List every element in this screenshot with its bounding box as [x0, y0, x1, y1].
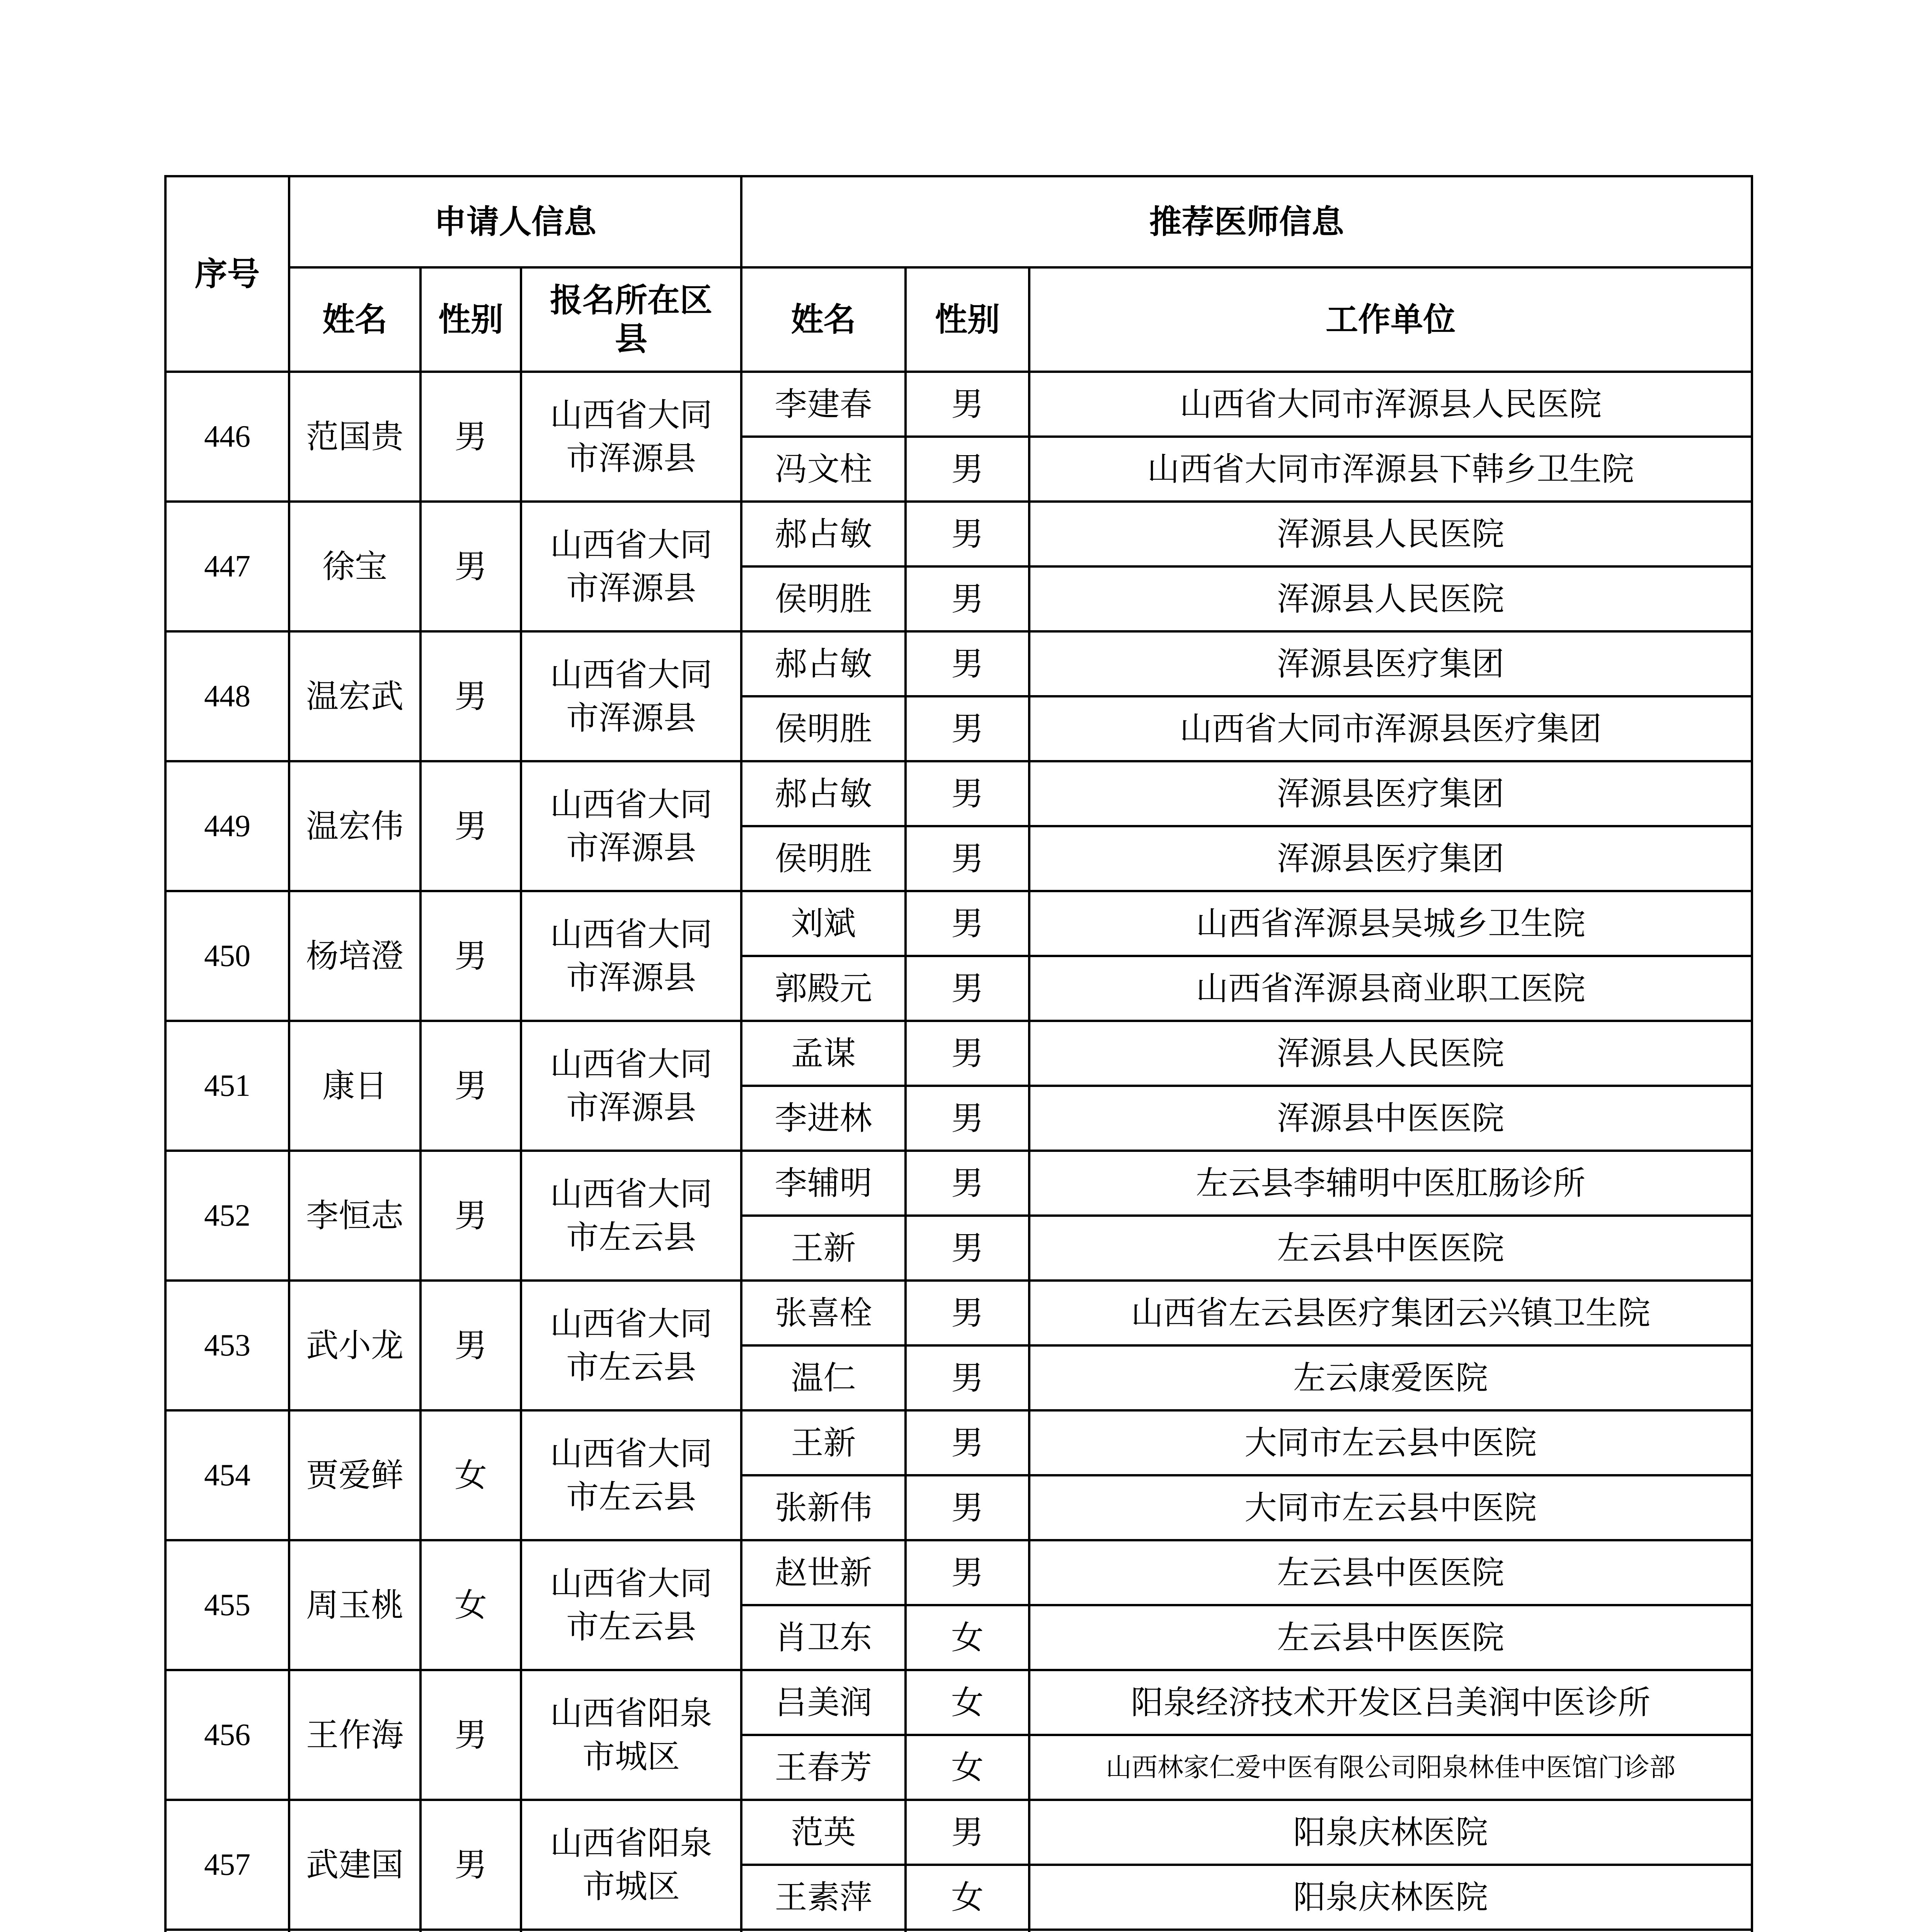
doctor-org: 山西省大同市浑源县下韩乡卫生院: [1029, 437, 1752, 502]
doctor-org: 左云县中医医院: [1029, 1216, 1752, 1281]
doctor-name: 范英: [741, 1800, 906, 1865]
doctor-gender: 男: [906, 631, 1029, 696]
table-row: [165, 1800, 1752, 1865]
header-region: 报名所在区县: [521, 267, 741, 372]
row-number: 449: [165, 761, 289, 891]
doctor-gender: 男: [906, 502, 1029, 566]
doctor-org: 浑源县人民医院: [1029, 502, 1752, 566]
applicant-name: 武小龙: [289, 1281, 421, 1410]
applicant-name: 温宏伟: [289, 761, 421, 891]
doctor-name: 郭殿元: [741, 956, 906, 1021]
applicant-region: 山西省大同市左云县: [521, 1151, 741, 1281]
doctor-gender: [906, 1930, 1029, 1932]
applicant-region: 山西省阳泉市城区: [521, 1800, 741, 1930]
doctor-org: 浑源县医疗集团: [1029, 761, 1752, 826]
doctor-org: 左云县李辅明中医肛肠诊所: [1029, 1151, 1752, 1216]
applicant-gender: 女: [421, 1540, 521, 1670]
doctor-name: 李进林: [741, 1086, 906, 1151]
table-body: [165, 372, 1752, 1932]
applicant-name: 温宏武: [289, 631, 421, 761]
applicant-name: [289, 1930, 421, 1932]
doctor-gender: 女: [906, 1670, 1029, 1735]
doctor-org: 山西省浑源县吴城乡卫生院: [1029, 891, 1752, 956]
header-doctor: 推荐医师信息: [741, 176, 1752, 267]
table-row: [165, 1670, 1752, 1735]
doctor-name: 刘斌: [741, 891, 906, 956]
header-doctor-gender: 性别: [906, 267, 1029, 372]
doctor-gender: 男: [906, 1151, 1029, 1216]
doctor-name: 郝占敏: [741, 761, 906, 826]
doctor-org: 阳泉庆林医院: [1029, 1800, 1752, 1865]
doctor-name: 吕美润: [741, 1670, 906, 1735]
row-number: 452: [165, 1151, 289, 1281]
doctor-gender: 男: [906, 826, 1029, 891]
doctor-gender: 男: [906, 761, 1029, 826]
doctor-org: 左云康爱医院: [1029, 1345, 1752, 1410]
doctor-name: 冯文柱: [741, 437, 906, 502]
row-number: [165, 1930, 289, 1932]
table-row: [165, 1540, 1752, 1605]
applicant-region: 山西省大同市浑源县: [521, 631, 741, 761]
applicant-region: 山西省大同市左云县: [521, 1410, 741, 1540]
doctor-org: 山西林家仁爱中医有限公司阳泉林佳中医馆门诊部: [1029, 1735, 1752, 1800]
applicant-gender: 男: [421, 631, 521, 761]
doctor-org: 山西省大同市浑源县医疗集团: [1029, 696, 1752, 761]
table-row: [165, 761, 1752, 826]
applicant-region: 山西省大同市浑源县: [521, 502, 741, 631]
applicant-name: 周玉桃: [289, 1540, 421, 1670]
doctor-name: 赵世新: [741, 1540, 906, 1605]
doctor-gender: 男: [906, 1475, 1029, 1540]
doctor-name: 李辅明: [741, 1151, 906, 1216]
doctor-org: 浑源县医疗集团: [1029, 826, 1752, 891]
doctor-gender: 女: [906, 1735, 1029, 1800]
table-row: [165, 891, 1752, 956]
applicant-gender: [421, 1930, 521, 1932]
applicant-name: 武建国: [289, 1800, 421, 1930]
doctor-gender: 男: [906, 1216, 1029, 1281]
doctor-gender: 男: [906, 1021, 1029, 1086]
applicant-name: 王作海: [289, 1670, 421, 1800]
doctor-name: 侯明胜: [741, 826, 906, 891]
doctor-org: 大同市左云县中医院: [1029, 1410, 1752, 1475]
applicant-region: 山西省大同市浑源县: [521, 1021, 741, 1151]
applicant-name: 范国贵: [289, 372, 421, 502]
doctor-gender: 男: [906, 566, 1029, 631]
doctor-name: 王新: [741, 1216, 906, 1281]
doctor-gender: 女: [906, 1605, 1029, 1670]
applicant-gender: 男: [421, 761, 521, 891]
applicant-name: 贾爱鲜: [289, 1410, 421, 1540]
applicant-region: 山西省大同市浑源县: [521, 891, 741, 1021]
header-org: 工作单位: [1029, 267, 1752, 372]
doctor-name: 李建春: [741, 372, 906, 437]
table-row: [165, 1930, 1752, 1932]
recommendation-table: [164, 175, 1753, 1932]
doctor-name: 温仁: [741, 1345, 906, 1410]
doctor-org: 山西省大同市浑源县人民医院: [1029, 372, 1752, 437]
doctor-org: 大同市左云县中医院: [1029, 1475, 1752, 1540]
header-applicant: 申请人信息: [289, 176, 741, 267]
doctor-org: [1029, 1930, 1752, 1932]
table-row: [165, 502, 1752, 566]
row-number: 451: [165, 1021, 289, 1151]
applicant-region: 山西省大同市浑源县: [521, 372, 741, 502]
applicant-gender: 男: [421, 372, 521, 502]
applicant-gender: 男: [421, 1800, 521, 1930]
row-number: 450: [165, 891, 289, 1021]
doctor-gender: 男: [906, 437, 1029, 502]
applicant-name: 李恒志: [289, 1151, 421, 1281]
row-number: 446: [165, 372, 289, 502]
table-row: [165, 1021, 1752, 1086]
applicant-region: 山西省大同市左云县: [521, 1281, 741, 1410]
doctor-name: 孟谋: [741, 1021, 906, 1086]
header-gender: 性别: [421, 267, 521, 372]
applicant-name: 杨培澄: [289, 891, 421, 1021]
doctor-org: 左云县中医医院: [1029, 1605, 1752, 1670]
doctor-name: 郝占敏: [741, 502, 906, 566]
doctor-org: 浑源县医疗集团: [1029, 631, 1752, 696]
doctor-org: 浑源县人民医院: [1029, 1021, 1752, 1086]
doctor-gender: 男: [906, 1086, 1029, 1151]
row-number: 454: [165, 1410, 289, 1540]
doctor-name: 王新: [741, 1410, 906, 1475]
doctor-org: 阳泉庆林医院: [1029, 1865, 1752, 1930]
doctor-gender: 男: [906, 372, 1029, 437]
applicant-gender: 女: [421, 1410, 521, 1540]
doctor-name: 张喜栓: [741, 1281, 906, 1345]
applicant-gender: 男: [421, 891, 521, 1021]
table-row: [165, 372, 1752, 437]
table-row: [165, 631, 1752, 696]
header-name: 姓名: [289, 267, 421, 372]
applicant-gender: 男: [421, 502, 521, 631]
row-number: 455: [165, 1540, 289, 1670]
doctor-org: 左云县中医医院: [1029, 1540, 1752, 1605]
doctor-org: 浑源县中医医院: [1029, 1086, 1752, 1151]
applicant-name: 康日: [289, 1021, 421, 1151]
applicant-gender: 男: [421, 1670, 521, 1800]
doctor-name: 王春芳: [741, 1735, 906, 1800]
row-number: 448: [165, 631, 289, 761]
applicant-name: 徐宝: [289, 502, 421, 631]
doctor-gender: 男: [906, 696, 1029, 761]
doctor-org: 阳泉经济技术开发区吕美润中医诊所: [1029, 1670, 1752, 1735]
applicant-gender: 男: [421, 1281, 521, 1410]
doctor-name: [741, 1930, 906, 1932]
row-number: 456: [165, 1670, 289, 1800]
row-number: 453: [165, 1281, 289, 1410]
doctor-name: 侯明胜: [741, 566, 906, 631]
doctor-gender: 女: [906, 1865, 1029, 1930]
doctor-org: 山西省左云县医疗集团云兴镇卫生院: [1029, 1281, 1752, 1345]
row-number: 447: [165, 502, 289, 631]
doctor-org: 浑源县人民医院: [1029, 566, 1752, 631]
header-seq: 序号: [165, 176, 289, 372]
row-number: 457: [165, 1800, 289, 1930]
doctor-gender: 男: [906, 1540, 1029, 1605]
header-doctor-name: 姓名: [741, 267, 906, 372]
doctor-org: 山西省浑源县商业职工医院: [1029, 956, 1752, 1021]
applicant-region: 山西省大同市左云县: [521, 1540, 741, 1670]
doctor-name: 肖卫东: [741, 1605, 906, 1670]
doctor-gender: 男: [906, 1281, 1029, 1345]
table-row: [165, 1151, 1752, 1216]
table-row: [165, 1410, 1752, 1475]
table-row: [165, 1281, 1752, 1345]
doctor-name: 侯明胜: [741, 696, 906, 761]
doctor-gender: 男: [906, 1410, 1029, 1475]
doctor-name: 郝占敏: [741, 631, 906, 696]
doctor-gender: 男: [906, 1345, 1029, 1410]
doctor-gender: 男: [906, 956, 1029, 1021]
applicant-region: 山西省阳泉市城区: [521, 1670, 741, 1800]
doctor-name: 王素萍: [741, 1865, 906, 1930]
applicant-gender: 男: [421, 1151, 521, 1281]
applicant-region: 山西省大同市浑源县: [521, 761, 741, 891]
doctor-name: 张新伟: [741, 1475, 906, 1540]
applicant-region: [521, 1930, 741, 1932]
doctor-gender: 男: [906, 891, 1029, 956]
applicant-gender: 男: [421, 1021, 521, 1151]
doctor-gender: 男: [906, 1800, 1029, 1865]
